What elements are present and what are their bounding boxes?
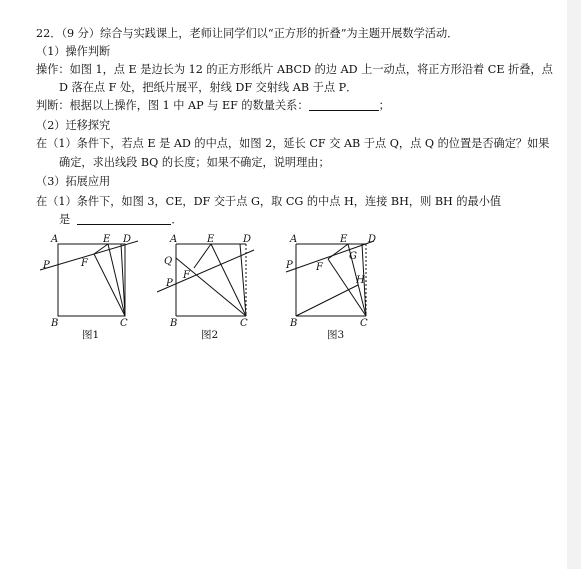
fig3-label-f: F (316, 262, 323, 273)
figure-2 (150, 230, 260, 342)
part1-title: （1）操作判断 (36, 45, 111, 58)
fig2-label-f: F (183, 270, 190, 281)
fig1-label-e: E (103, 234, 111, 245)
fig2-label-e: E (207, 234, 215, 245)
part2-line-2: 确定，求出线段 BQ 的长度；如果不确定，说明理由； (59, 156, 330, 169)
fig3-label-g: G (349, 251, 357, 262)
fig3-caption: 图3 (327, 329, 345, 341)
fig3-label-c: C (360, 318, 368, 329)
part3-line-2-prefix: 是 (59, 213, 71, 226)
fig1-line-ef (94, 244, 108, 254)
fig3-label-p: P (286, 260, 293, 271)
fig1-ray-df (40, 241, 138, 270)
judgment-line (36, 98, 390, 113)
fig3-label-b: B (290, 318, 298, 329)
operation-line-2: D 落在点 F 处，把纸片展平，射线 DF 交射线 AB 于点 P． (59, 81, 358, 94)
part3-line-1: 在（1）条件下，如图 3，CE，DF 交于点 G，取 CG 的中点 H，连接 BH，则 BH 的最小值 (36, 195, 502, 208)
figure-3 (280, 230, 390, 342)
fig1-label-f: F (81, 258, 88, 269)
part3-line-2 (59, 212, 183, 227)
answer-blank-2[interactable] (77, 213, 171, 225)
judgment-text: 判断：根据以上操作，图 1 中 AP 与 EF 的数量关系： (36, 99, 309, 112)
fig2-caption: 图2 (201, 329, 219, 341)
judgment-end: ； (378, 99, 390, 112)
fig1-label-c: C (120, 318, 128, 329)
fig2-label-c: C (240, 318, 248, 329)
fig1-caption: 图1 (82, 329, 100, 341)
fig3-label-e: E (340, 234, 348, 245)
fig1-label-d: D (123, 234, 132, 245)
fig3-label-h: H (356, 275, 365, 286)
fig2-line-ef (194, 244, 211, 268)
part2-line-1: 在（1）条件下，若点 E 是 AD 的中点，如图 2，延长 CF 交 AB 于点 Q，点 Q 的位置是否确定？如果 (36, 137, 550, 150)
page-edge (567, 0, 581, 569)
fig2-line-qc (176, 258, 246, 316)
part2-title: （2）迁移探究 (36, 119, 111, 132)
fig2-label-p: P (166, 278, 173, 289)
fig1-line-ec (108, 244, 125, 316)
fig3-label-a: A (290, 234, 298, 245)
fig1-label-a: A (51, 234, 59, 245)
part3-line-2-end: ． (171, 213, 183, 226)
fig1-line-fc (94, 254, 125, 316)
fig1-label-b: B (51, 318, 59, 329)
answer-blank-1[interactable] (309, 99, 379, 111)
fig3-line-fc (328, 259, 366, 316)
fig2-label-a: A (170, 234, 178, 245)
problem-header: 22．（9 分）综合与实践课上，老师让同学们以“正方形的折叠”为主题开展数学活动． (36, 27, 459, 40)
fig3-ray-df (286, 241, 374, 272)
fig2-label-b: B (170, 318, 178, 329)
fig2-label-q: Q (164, 256, 173, 267)
fig2-label-d: D (243, 234, 252, 245)
fig3-label-d: D (368, 234, 377, 245)
fig3-line-bh (296, 285, 358, 316)
part3-title: （3）拓展应用 (36, 175, 111, 188)
operation-line-1: 操作：如图 1，点 E 是边长为 12 的正方形纸片 ABCD 的边 AD 上一动点，将正方形沿着 CE 折叠，点 (36, 63, 553, 76)
figure-1 (36, 230, 146, 342)
fig1-label-p: P (43, 260, 50, 271)
